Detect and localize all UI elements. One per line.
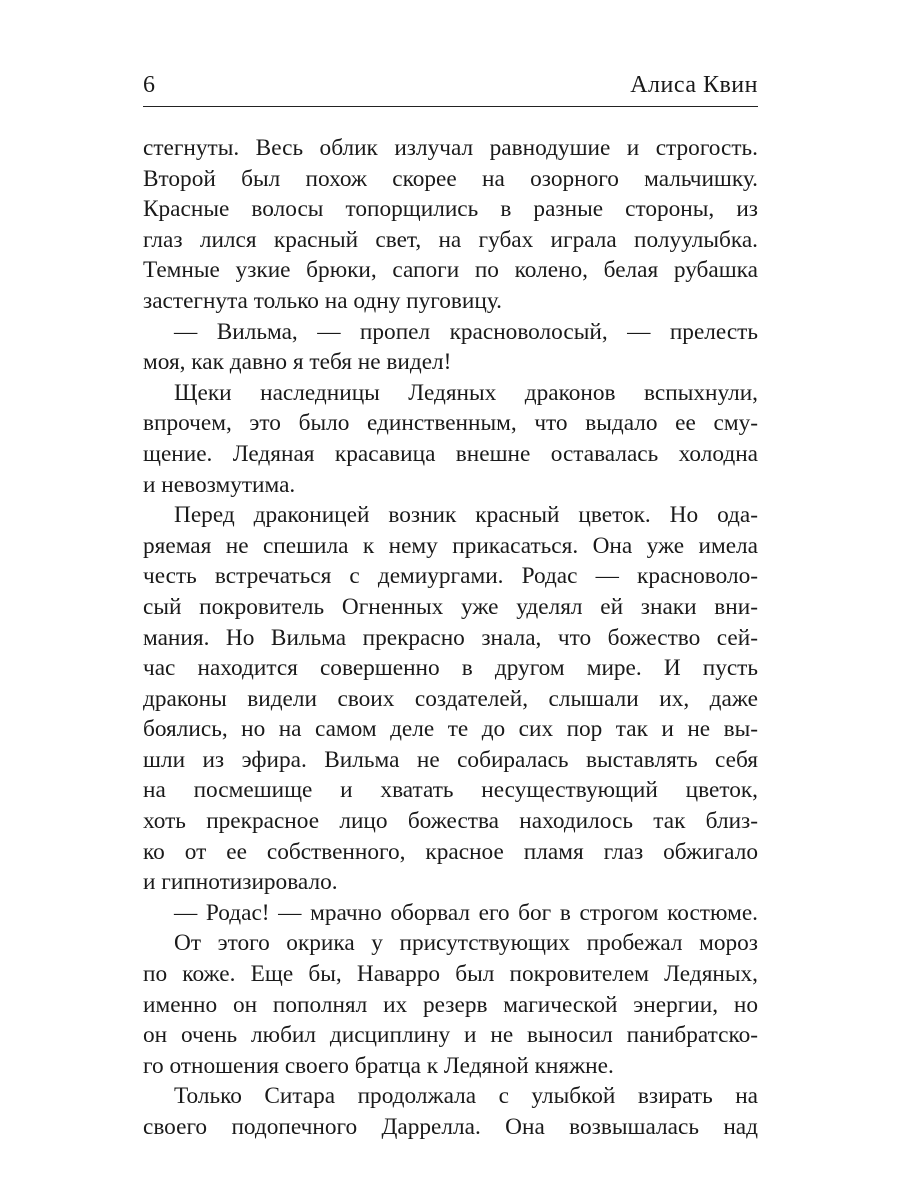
text-line: мания. Но Вильма прекрасно знала, что божество сей- — [143, 624, 758, 651]
text-line: От этого окрика у присутствующих пробежал мороз — [174, 930, 758, 957]
text-line: впрочем, это было единственным, что выдало ее сму- — [143, 410, 758, 437]
text-line: шли из эфира. Вильма не собиралась выставлять себя — [143, 746, 758, 773]
text-line: своего подопечного Даррелла. Она возвышалась над — [143, 1114, 758, 1140]
text-body — [143, 133, 758, 1143]
text-line: глаз лился красный свет, на губах играла полуулыбка. — [143, 226, 758, 253]
text-line: Темные узкие брюки, сапоги по колено, белая рубашка — [143, 257, 758, 284]
text-line: боялись, но на самом деле те до сих пор так и не вы- — [143, 716, 758, 743]
text-line: го отношения своего братца к Ледяной княжне. — [143, 1052, 614, 1079]
text-line: час находится совершенно в другом мире. И пусть — [143, 655, 758, 682]
text-line: Щеки наследницы Ледяных драконов вспыхнули, — [174, 379, 758, 406]
text-line: драконы видели своих создателей, слышали их, даже — [143, 685, 758, 712]
text-line: честь встречаться с демиургами. Родас — красноволо- — [143, 563, 758, 590]
text-line: щение. Ледяная красавица внешне оставалась холодна — [143, 440, 758, 467]
text-line: — Вильма, — пропел красноволосый, — прелесть — [174, 318, 758, 345]
text-line: и невозмутима. — [143, 471, 296, 498]
text-line: Второй был похож скорее на озорного мальчишку. — [143, 165, 758, 192]
text-line: Перед драконицей возник красный цветок. Но ода- — [174, 502, 758, 529]
page-number: 6 — [143, 72, 155, 98]
text-line: ряемая не спешила к нему прикасаться. Она уже имела — [143, 532, 758, 559]
text-line: он очень любил дисциплину и не выносил панибратско- — [143, 1022, 758, 1049]
text-line: именно он пополнял их резерв магической энергии, но — [143, 991, 758, 1018]
text-line: Красные волосы топорщились в разные стороны, из — [143, 196, 758, 223]
text-line: сый покровитель Огненных уже уделял ей знаки вни- — [143, 593, 758, 620]
text-line: и гипнотизировало. — [143, 869, 338, 896]
running-title: Алиса Квин — [630, 72, 758, 98]
text-line: хоть прекрасное лицо божества находилось так близ- — [143, 808, 758, 835]
text-line: стегнуты. Весь облик излучал равнодушие и строгость. — [143, 135, 758, 161]
page-header — [143, 68, 758, 102]
text-line: — Родас! — мрачно оборвал его бог в строгом костюме. — [174, 899, 758, 926]
text-line: ко от ее собственного, красное пламя глаз обжигало — [143, 838, 758, 865]
text-line: на посмешище и хватать несуществующий цветок, — [143, 777, 758, 804]
text-line: Только Ситара продолжала с улыбкой взирать на — [174, 1083, 758, 1110]
header-rule — [143, 106, 758, 107]
text-line: застегнута только на одну пуговицу. — [143, 287, 502, 314]
text-line: моя, как давно я тебя не видел! — [143, 349, 452, 376]
text-line: по коже. Еще бы, Наварро был покровителем Ледяных, — [143, 961, 758, 988]
